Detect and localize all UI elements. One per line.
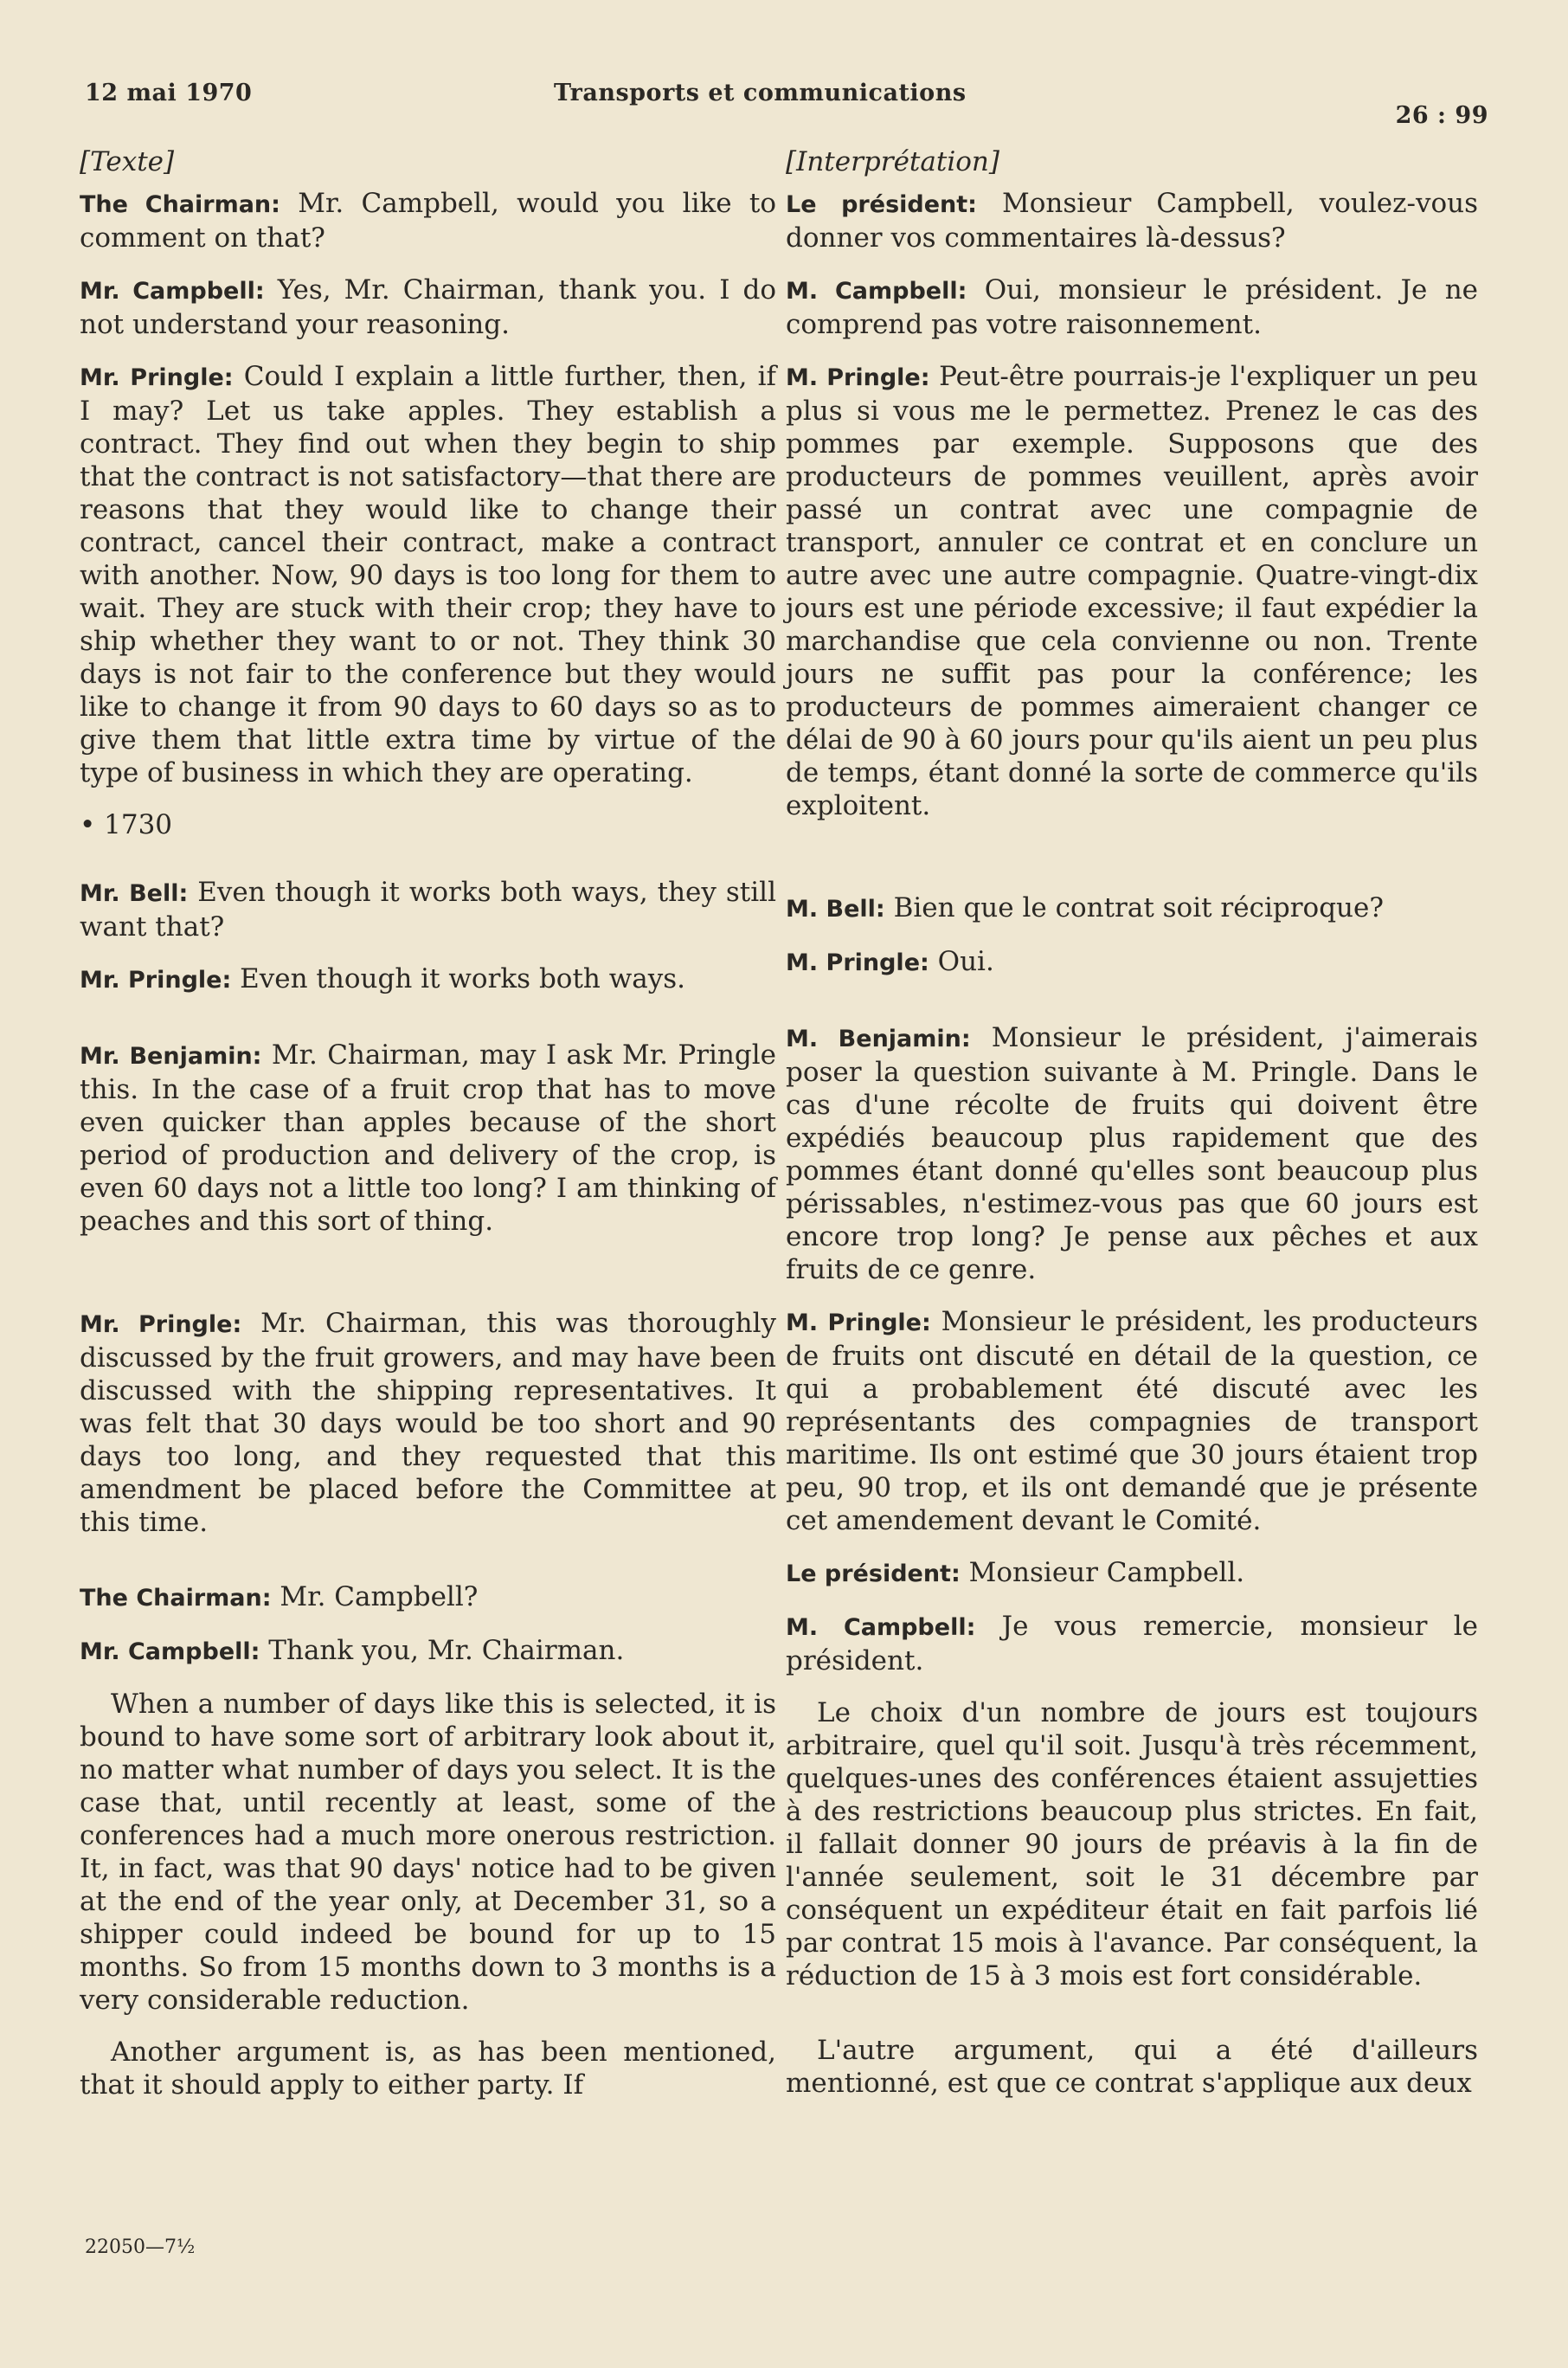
speech-text: Thank you, Mr. Chairman. — [268, 1635, 625, 1666]
speech-block — [786, 891, 1478, 926]
speech-text: Monsieur le président, j'aimerais poser la question suivante à M. Pringle. Dans le cas d'une récolte de fruits qui doivent être expédiés beaucoup plus rapidement que des pommes étant donné qu'elles sont beaucoup plus périssables, n'estimez-vous pas que 60 jours est encore trop long? Je pense aux pêches et aux fruits de ce genre. — [786, 1022, 1479, 1285]
speech-text: Monsieur le président, les producteurs de fruits ont discuté en détail de la question, ce qui a probablement été discuté avec les représentants des compagnies de transport maritime. Ils ont estimé que 30 jours étaient trop peu, 90 trop, et ils ont demandé que je présente cet amendement devant le Comité. — [786, 1306, 1479, 1536]
speech-text: Bien que le contrat soit réciproque? — [893, 892, 1384, 923]
english-column — [80, 145, 776, 2120]
speech-block — [786, 360, 1478, 822]
speech-block — [786, 273, 1478, 341]
speaker-name: M. Pringle: — [786, 1309, 931, 1336]
paragraph-text: Another argument is, as has been mentioned, that it should apply to either party. If — [80, 2037, 776, 2101]
speech-block — [786, 1556, 1478, 1591]
header-date: 12 mai 1970 — [85, 80, 253, 106]
speaker-name: Le président: — [786, 1560, 961, 1587]
speech-text: Mr. Chairman, this was thoroughly discussed by the fruit growers, and may have been discussed with the shipping representatives. It was felt that 30 days would be too short and 90 days too long, and they requested that this amendment be placed before the Committee at this time. — [80, 1308, 776, 1538]
speech-text: Mr. Campbell? — [280, 1581, 479, 1612]
speech-text: Yes, Mr. Chairman, thank you. I do not understand your reasoning. — [80, 274, 777, 340]
paragraph — [786, 1696, 1478, 1992]
header-page-number: 26 : 99 — [1395, 102, 1488, 129]
speech-text: Could I explain a little further, then, if I may? Let us take apples. They establish a contract. They find out when they begin to ship that the contract is not satisfactory—that there are reasons that they would like to change their contract, cancel their contract, make a contract with another. Now, 90 days is too long for them to wait. They are stuck with their crop; they have to ship whether they want to or not. They think 30 days is not fair to the conference but they would like to change it from 90 days to 60 days so as to give them that little extra time by virtue of the type of business in which they are operating. — [80, 361, 776, 788]
speaker-name: M. Campbell: — [786, 1614, 976, 1641]
speaker-name: Mr. Campbell: — [80, 278, 265, 305]
speech-block — [786, 1305, 1478, 1537]
speech-text: Even though it works both ways, they still want that? — [80, 877, 776, 943]
speech-text: Oui, monsieur le président. Je ne comprend pas votre raisonnement. — [786, 274, 1479, 340]
paragraph — [80, 1688, 776, 2017]
paragraph — [786, 2034, 1478, 2100]
speech-text: Mr. Chairman, may I ask Mr. Pringle this. In the case of a fruit crop that has to move even quicker than apples because of the short period of production and delivery of the crop, is even 60 days not a little too long? I am thinking of peaches and this sort of thing. — [80, 1039, 776, 1237]
time-marker: • 1730 — [80, 809, 173, 840]
speech-block — [786, 1021, 1478, 1286]
speech-block — [80, 1634, 776, 1669]
speaker-name: M. Campbell: — [786, 278, 967, 305]
speaker-name: Mr. Pringle: — [80, 967, 232, 994]
speaker-name: M. Pringle: — [786, 949, 929, 976]
speech-block — [786, 187, 1478, 254]
speech-block — [80, 1039, 776, 1238]
footnote-code: 22050—7½ — [85, 2236, 196, 2258]
speaker-name: Mr. Pringle: — [80, 364, 234, 391]
speech-text: Monsieur Campbell, voulez-vous donner vos commentaires là-dessus? — [786, 188, 1478, 254]
speech-block — [80, 962, 776, 997]
speech-block — [80, 360, 776, 789]
section-label: [Texte] — [80, 146, 175, 177]
paragraph — [80, 2036, 776, 2101]
section-label: [Interprétation] — [786, 146, 999, 177]
speaker-name: Mr. Campbell: — [80, 1638, 260, 1665]
speaker-name: M. Pringle: — [786, 364, 930, 391]
speech-text: Monsieur Campbell. — [968, 1557, 1245, 1588]
speech-block — [786, 1610, 1478, 1677]
speech-block — [786, 945, 1478, 980]
speaker-name: Le président: — [786, 191, 977, 218]
speaker-name: The Chairman: — [80, 1585, 272, 1612]
speaker-name: Mr. Bell: — [80, 880, 189, 907]
paragraph-text: L'autre argument, qui a été d'ailleurs mentionné, est que ce contrat s'applique aux deux — [786, 2035, 1478, 2099]
speaker-name: Mr. Benjamin: — [80, 1043, 262, 1070]
speech-block — [80, 1580, 776, 1615]
speaker-name: M. Benjamin: — [786, 1026, 971, 1052]
speaker-name: Mr. Pringle: — [80, 1311, 242, 1338]
speech-text: Oui. — [937, 946, 994, 977]
speech-block — [80, 1307, 776, 1539]
speech-text: Even though it works both ways. — [240, 963, 686, 994]
speech-text: Je vous remercie, monsieur le président. — [786, 1611, 1479, 1676]
speech-block — [80, 273, 776, 341]
header-title: Transports et communications — [554, 80, 967, 106]
speech-text: Peut-être pourrais-je l'expliquer un peu plus si vous me le permettez. Prenez le cas des pommes par exemple. Supposons que des producteurs de pommes veuillent, après avoir passé un contrat avec une compagnie de transport, annuler ce contrat et en conclure un autre avec une autre compagnie. Quatre-vingt-dix jours est une période excessive; il faut expédier la marchandise que cela convienne ou non. Trente jours ne suffit pas pour la conférence; les producteurs de pommes aimeraient changer ce délai de 90 à 60 jours pour qu'ils aient un peu plus de temps, étant donné la sorte de commerce qu'ils exploitent. — [786, 361, 1478, 821]
speech-block — [80, 876, 776, 943]
speaker-name: M. Bell: — [786, 896, 885, 923]
speaker-name: The Chairman: — [80, 191, 280, 218]
speech-block — [80, 187, 776, 254]
french-column — [786, 145, 1478, 2119]
speech-text: Mr. Campbell, would you like to comment on that? — [80, 188, 776, 254]
paragraph-text: Le choix d'un nombre de jours est toujours arbitraire, quel qu'il soit. Jusqu'à très récemment, quelques-unes des conférences étaient assujetties à des restrictions beaucoup plus strictes. En fait, il fallait donner 90 jours de préavis à la fin de l'année seulement, soit le 31 décembre par conséquent un expéditeur était en fait parfois lié par contrat 15 mois à l'avance. Par conséquent, la réduction de 15 à 3 mois est fort considérable. — [786, 1697, 1478, 1992]
paragraph-text: When a number of days like this is selected, it is bound to have some sort of arbitrary look about it, no matter what number of days you select. It is the case that, until recently at least, some of the conferences had a much more onerous restriction. It, in fact, was that 90 days' notice had to be given at the end of the year only, at December 31, so a shipper could indeed be bound for up to 15 months. So from 15 months down to 3 months is a very considerable reduction. — [80, 1689, 776, 2016]
